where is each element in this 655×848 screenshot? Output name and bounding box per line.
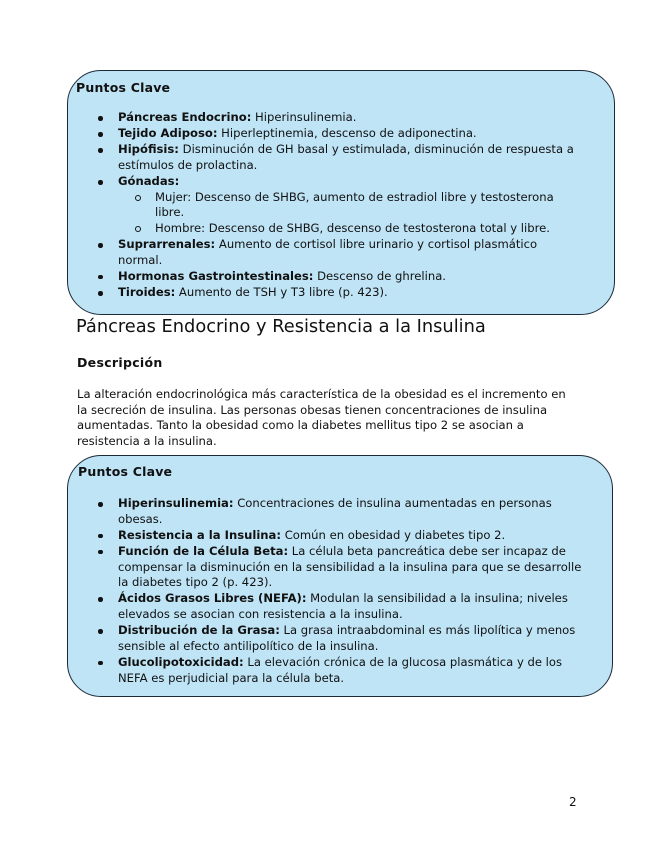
list-item [94,269,584,285]
list-item-text: Hiperinsulinemia. [251,110,357,124]
list-item-term: Función de la Célula Beta: [118,543,289,558]
section-heading: Páncreas Endocrino y Resistencia a la Insulina [76,316,486,337]
sub-list-item: Mujer: Descenso de SHBG, aumento de estradiol libre y testosterona libre. [118,190,584,221]
list-item [94,126,584,142]
list-item-term: Resistencia a la Insulina: [118,527,282,542]
sub-list-item: Hombre: Descenso de SHBG, descenso de testosterona total y libre. [118,221,584,237]
list-item-term: Hiperinsulinemia: [118,496,234,510]
page-number: 2 [569,795,577,809]
list-item-term: Distribución de la Grasa: [118,623,280,638]
description-heading: Descripción [77,355,163,370]
description-paragraph: La alteración endocrinológica más característica de la obesidad es el incremento en la secreción de insulina. Las personas obesas tienen concentraciones de insulina aumentadas. Tanto la obesidad como la diabetes mellitus tipo 2 se asocian a resistencia a la insulina. [77,387,566,448]
list-item-term: Hipófisis: [118,142,179,157]
list-item-term: Hormonas Gastrointestinales: [118,268,314,283]
list-item-text: Hiperleptinemia, descenso de adiponectina. [217,126,477,141]
list-item-text: Común en obesidad y diabetes tipo 2. [281,527,506,542]
key-points-list [94,110,584,301]
list-item-term: Tiroides: [118,285,176,300]
list-item [94,142,584,173]
sub-list [118,190,584,237]
list-item [94,496,584,527]
key-points-list [94,496,584,687]
key-points-title: Puntos Clave [76,80,171,95]
list-item-term: Glucolipotoxicidad: [118,654,244,669]
list-item [94,528,584,544]
list-item [94,591,584,622]
key-points-box-1 [67,70,615,315]
list-item-text: Disminución de GH basal y estimulada, disminución de respuesta a estímulos de prolactina. [118,142,574,172]
list-item-term: Ácidos Grasos Libres (NEFA): [118,591,307,606]
list-item-text: Modulan la sensibilidad a la insulina; niveles elevados se asocian con resistencia a la insulina. [118,591,568,621]
list-item-text: Aumento de TSH y T3 libre (p. 423). [175,285,388,300]
list-item-text: Descenso de ghrelina. [313,268,446,283]
list-item-text: La grasa intraabdominal es más lipolítica y menos sensible al efecto antilipolítico de la insulina. [118,623,576,653]
list-item-term: Tejido Adiposo: [118,126,218,141]
list-item [94,623,584,654]
list-item-term: Suprarrenales: [118,237,216,252]
list-item [94,655,584,686]
list-item [94,174,584,236]
list-item-term: Páncreas Endocrino: [118,110,252,124]
list-item-text: Aumento de cortisol libre urinario y cortisol plasmático normal. [118,237,538,267]
list-item [94,237,584,268]
key-points-box-2 [67,455,613,697]
key-points-title: Puntos Clave [78,464,173,479]
list-item [94,285,584,301]
list-item-text: Concentraciones de insulina aumentadas en personas obesas. [118,496,552,526]
list-item-text: La elevación crónica de la glucosa plasmática y de los NEFA es perjudicial para la célula beta. [118,654,563,685]
list-item [94,544,584,591]
list-item-term: Gónadas: [118,174,180,189]
list-item [94,110,584,126]
list-item-text: La célula beta pancreática debe ser incapaz de compensar la disminución en la sensibilidad a la insulina para que se desarrolle la diabetes tipo 2 (p. 423). [118,543,582,590]
